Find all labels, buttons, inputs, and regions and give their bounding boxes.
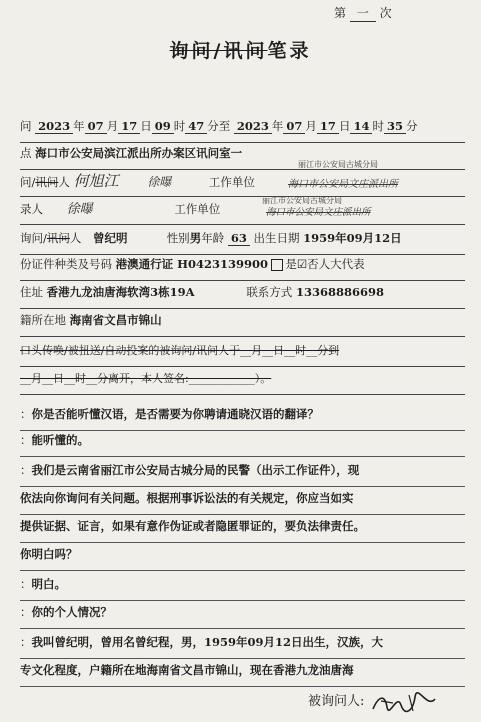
end-day: 17 <box>317 119 339 134</box>
qa-mark: ： <box>20 605 32 619</box>
subject-name: 曾纪明 <box>93 231 128 245</box>
unit-min: 分 <box>207 119 219 133</box>
officer-row <box>20 170 465 197</box>
unit-min-2: 分 <box>405 119 418 133</box>
birth-label: 出生日期 <box>253 231 300 245</box>
qa-line <box>20 406 465 431</box>
place-label: 点 <box>20 146 32 160</box>
unit-hour: 时 <box>173 119 186 133</box>
id-value: 港澳通行证 H0423139900 <box>115 257 269 271</box>
qa-text: 你的个人情况？ <box>31 605 112 619</box>
qa-line <box>20 576 465 601</box>
count-value: 一 <box>350 4 376 22</box>
origin-value: 海南省文昌市锦山 <box>69 313 162 327</box>
address-row <box>20 284 465 309</box>
qa-line <box>20 634 465 659</box>
unit-day-2: 日 <box>338 119 351 133</box>
qa-line <box>20 432 465 457</box>
qa-mark: ： <box>20 407 32 421</box>
unit-hour-2: 时 <box>372 119 384 133</box>
officer-unit-hand-text: 海口市公安局文庄派出所 <box>288 179 398 190</box>
qa-line <box>20 662 465 687</box>
start-month: 07 <box>85 119 107 134</box>
unit-year-2: 年 <box>271 119 284 133</box>
qa-line <box>20 604 465 629</box>
officer-work-label: 工作单位 <box>208 175 255 189</box>
subject-label-struck: 讯问 <box>46 231 70 245</box>
qa-text: 提供证据、证言，如果有意作伪证或者隐匿罪证的，要负法律责任。 <box>20 519 365 533</box>
age-label: 年龄 <box>201 231 225 245</box>
count-prefix: 第 <box>334 6 347 20</box>
struck-row-1 <box>20 342 465 367</box>
recorder-unit-stamp <box>262 196 342 206</box>
struck-text-1: 口头传唤/被扭送/自动投案的被询问/讯问人于__月__日__时__分到 <box>20 344 340 357</box>
unit-year: 年 <box>73 119 85 133</box>
officer-label-post: 人 <box>58 175 70 189</box>
time-row <box>20 118 465 143</box>
signature-label: 被询问人: <box>308 694 365 709</box>
subject-row <box>20 230 465 255</box>
subject-label-pre: 询问/ <box>20 231 47 245</box>
title-rest: 笔录 <box>267 40 312 62</box>
unit-month: 月 <box>106 119 119 133</box>
qa-line <box>20 518 465 543</box>
age-value: 63 <box>228 231 250 246</box>
qa-text: 你是否能听懂汉语，是否需要为你聘请通晓汉语的翻译？ <box>31 407 319 421</box>
id-label: 份证件种类及号码 <box>20 257 112 271</box>
page-title <box>0 36 481 63</box>
qa-line <box>20 546 465 571</box>
qa-line <box>20 462 465 487</box>
signature-block <box>308 690 439 713</box>
officer-unit-stamp-top: 丽江市公安局古城分局 <box>298 160 378 169</box>
signature-scribble <box>369 691 439 713</box>
struck-text-2: __月__日__时__分离开，本人签名:____________）。 <box>20 372 272 385</box>
record-count <box>334 4 392 22</box>
birth-value: 1959年09月12日 <box>303 231 402 245</box>
start-year: 2023 <box>35 119 73 134</box>
contact-value: 13368886698 <box>295 285 384 299</box>
end-month: 07 <box>283 119 305 134</box>
recorder-name: 徐曝 <box>66 202 93 217</box>
start-day: 17 <box>118 119 140 134</box>
end-min: 35 <box>384 119 406 134</box>
struck-row-2 <box>20 370 465 395</box>
no-label: 否人大代表 <box>307 257 365 271</box>
unit-day: 日 <box>140 119 152 133</box>
address-value: 香港九龙油唐海软湾3栋19A <box>46 285 195 299</box>
qa-mark: ： <box>20 577 32 591</box>
unit-month-2: 月 <box>305 119 317 133</box>
time-label: 问 <box>20 119 32 133</box>
qa-mark: ： <box>20 433 32 447</box>
end-hour: 14 <box>350 119 372 134</box>
qa-mark: ： <box>20 635 32 649</box>
officer-label-struck: 讯问 <box>35 175 59 189</box>
qa-line <box>20 490 465 515</box>
officer-name-2: 徐曝 <box>147 175 172 189</box>
qa-text: 专文化程度，户籍所在地海南省文昌市锦山，现在香港九龙油唐海 <box>20 663 354 677</box>
count-suffix: 次 <box>379 6 392 20</box>
gender-value: 男 <box>189 231 202 245</box>
address-label: 住址 <box>20 285 43 299</box>
recorder-work-label: 工作单位 <box>174 202 221 216</box>
place-row <box>20 145 465 170</box>
id-row <box>20 256 465 281</box>
recorder-unit-hand-text: 海口市公安局文庄派出所 <box>266 207 371 218</box>
qa-text: 我叫曾纪明，曾用名曾纪程，男，1959年09月12日出生，汉族，大 <box>31 635 384 649</box>
origin-label: 籍所在地 <box>20 313 66 327</box>
officer-unit-hand <box>288 180 398 190</box>
recorder-unit-stamp-top: 丽江市公安局古城分局 <box>262 196 342 205</box>
no-checkbox-checked[interactable]: ☑ <box>296 257 308 271</box>
qa-text: 能听懂的。 <box>31 433 89 447</box>
end-year: 2023 <box>234 119 272 134</box>
qa-text: 你明白吗？ <box>20 547 78 561</box>
yes-checkbox[interactable] <box>271 259 283 271</box>
start-min: 47 <box>185 119 207 134</box>
start-hour: 09 <box>152 119 174 134</box>
recorder-unit-hand <box>266 208 371 218</box>
recorder-row <box>20 198 465 225</box>
qa-text: 明白。 <box>31 577 66 591</box>
officer-name-1: 何旭江 <box>73 172 119 190</box>
time-to: 至 <box>218 119 231 133</box>
contact-label: 联系方式 <box>246 285 293 299</box>
yes-label: 是 <box>285 257 297 271</box>
qa-text: 我们是云南省丽江市公安局古城分局的民警（出示工作证件），现 <box>31 463 360 477</box>
qa-mark: ： <box>20 463 32 477</box>
place-value: 海口市公安局滨江派出所办案区讯问室一 <box>35 146 243 160</box>
title-struck: 询问/讯问 <box>169 40 268 62</box>
qa-text: 依法向你询问有关问题。根据刑事诉讼法的有关规定，你应当如实 <box>20 491 354 505</box>
recorder-label: 录人 <box>20 202 43 216</box>
gender-label: 性别 <box>166 231 190 245</box>
subject-label-post: 人 <box>69 231 82 245</box>
origin-row <box>20 312 465 337</box>
officer-label-pre: 问/ <box>20 175 36 189</box>
officer-unit-stamp <box>298 160 378 170</box>
